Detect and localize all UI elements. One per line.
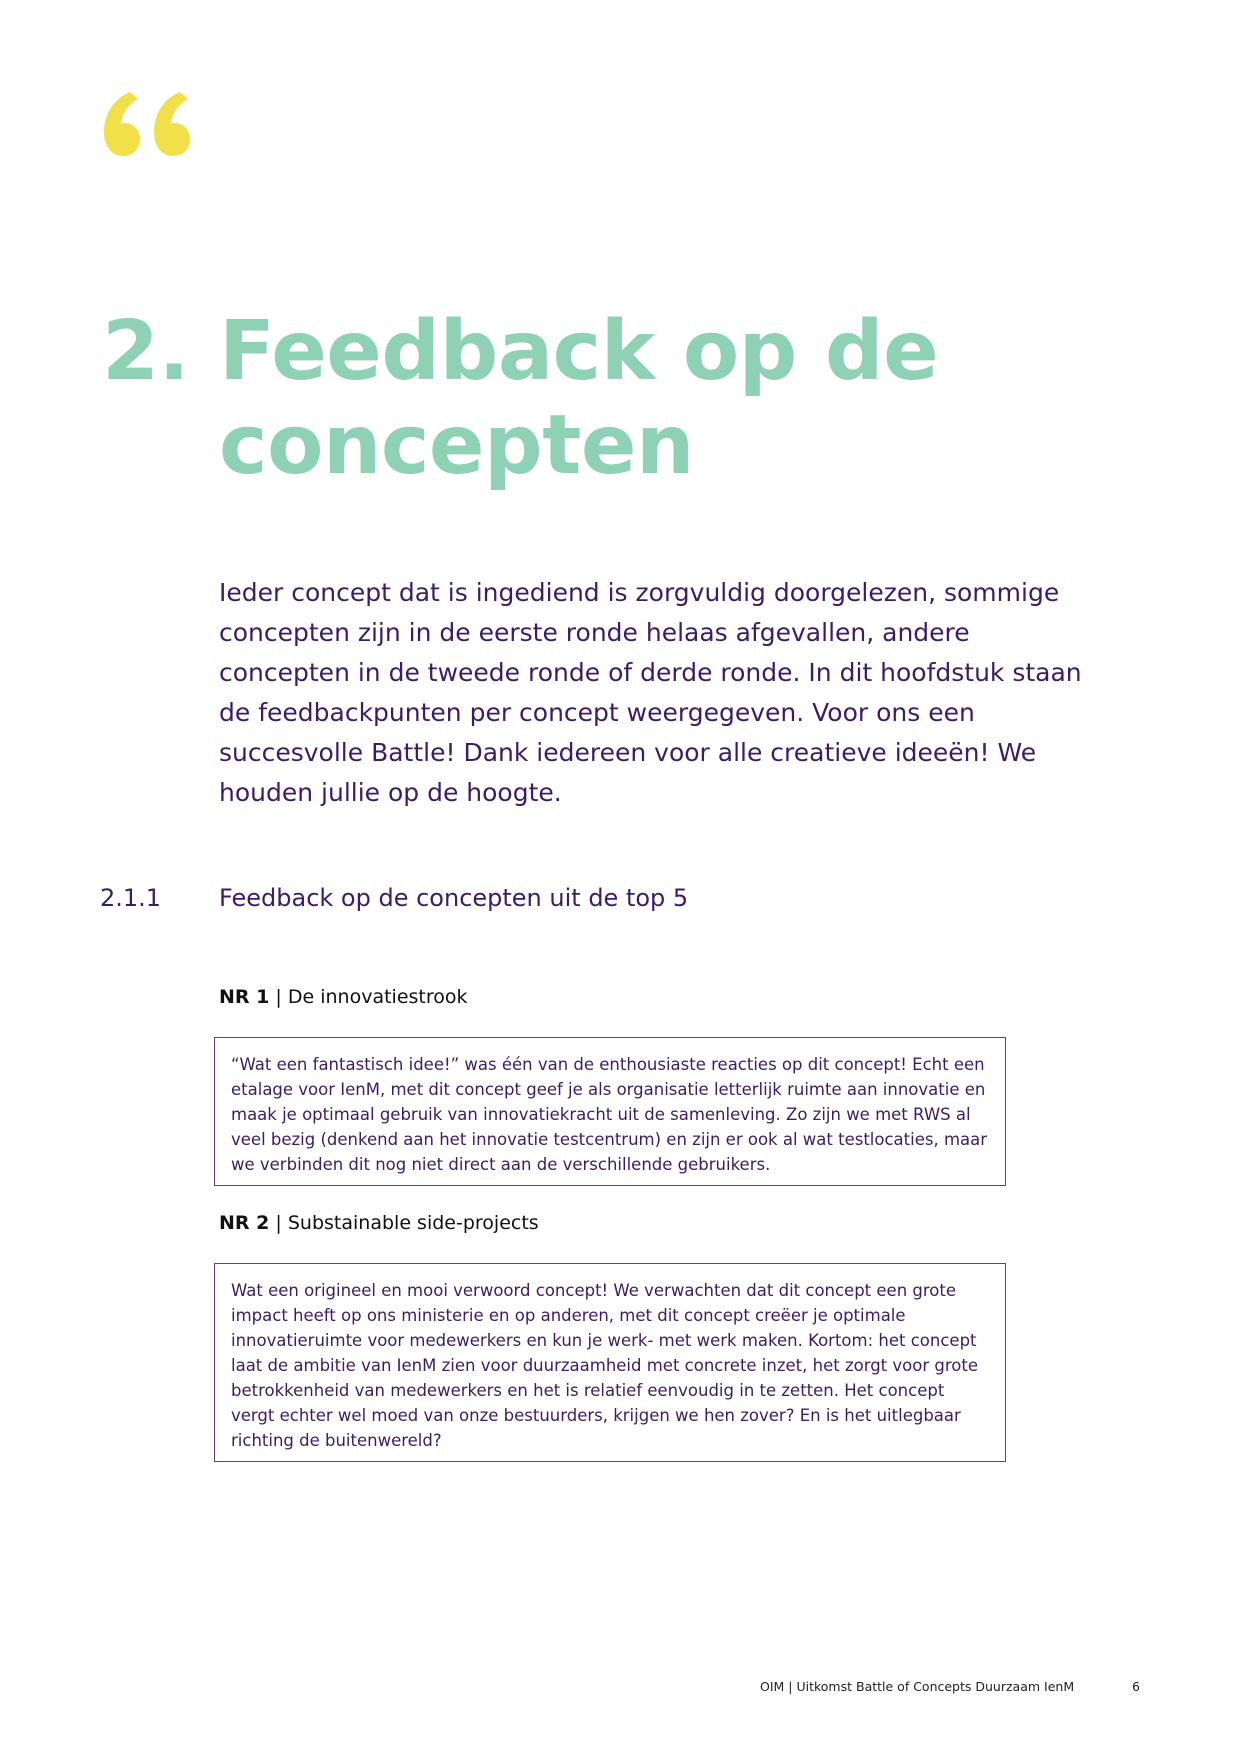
footer-document-title: OIM | Uitkomst Battle of Concepts Duurzaam IenM xyxy=(760,1679,1075,1694)
footer-page-number: 6 xyxy=(1132,1679,1140,1694)
feedback-text: Wat een origineel en mooi verwoord concept! We verwachten dat dit concept een grote impact heeft op ons ministerie en op anderen, met dit concept creëer je optimale innovatieruimte voor medewerkers en kun je werk- met werk maken. Kortom: het concept laat de ambitie van IenM zien voor duurzaamheid met concrete inzet, het zorgt voor grote betrokkenheid van medewerkers en het is relatief eenvoudig in te zetten. Het concept vergt echter wel moed van onze bestuurders, krijgen we hen zover? En is het uitlegbaar richting de buitenwereld? xyxy=(231,1281,978,1450)
item-heading-2 xyxy=(219,1210,539,1236)
section-number: 2.1.1 xyxy=(100,884,162,912)
section-title: Feedback op de concepten uit de top 5 xyxy=(219,884,689,912)
item-number: NR 2 xyxy=(219,1212,270,1234)
section-heading xyxy=(100,882,688,914)
feedback-box-2 xyxy=(214,1263,1006,1462)
item-heading-1 xyxy=(219,984,468,1010)
item-separator: | xyxy=(275,986,282,1008)
item-title: De innovatiestrook xyxy=(287,986,468,1008)
item-title: Substainable side-projects xyxy=(287,1212,539,1234)
chapter-title-text: Feedback op de concepten xyxy=(219,304,939,493)
feedback-text: “Wat een fantastisch idee!” was één van de enthousiaste reacties op dit concept! Echt een etalage voor IenM, met dit concept geef je als organisatie letterlijk ruimte aan innovatie en maak je optimaal gebruik van innovatiekracht uit de samenleving. Zo zijn we met RWS al veel bezig (denkend aan het innovatie testcentrum) en zijn er ook al wat testlocaties, maar we verbinden dit nog niet direct aan de verschillende gebruikers. xyxy=(231,1055,988,1174)
intro-paragraph: Ieder concept dat is ingediend is zorgvuldig doorgelezen, sommige concepten zijn in de eerste ronde helaas afgevallen, andere concepten in de tweede ronde of derde ronde. In dit hoofdstuk staan de feedbackpunten per concept weergegeven. Voor ons een succesvolle Battle! Dank iedereen voor alle creatieve ideeën! We houden jullie op de hoogte. xyxy=(219,578,1082,807)
chapter-number: 2. xyxy=(102,304,190,399)
item-separator: | xyxy=(275,1212,282,1234)
feedback-box-1 xyxy=(214,1037,1006,1186)
item-number: NR 1 xyxy=(219,986,270,1008)
opening-quote-icon xyxy=(100,88,200,160)
chapter-title xyxy=(102,305,1019,493)
